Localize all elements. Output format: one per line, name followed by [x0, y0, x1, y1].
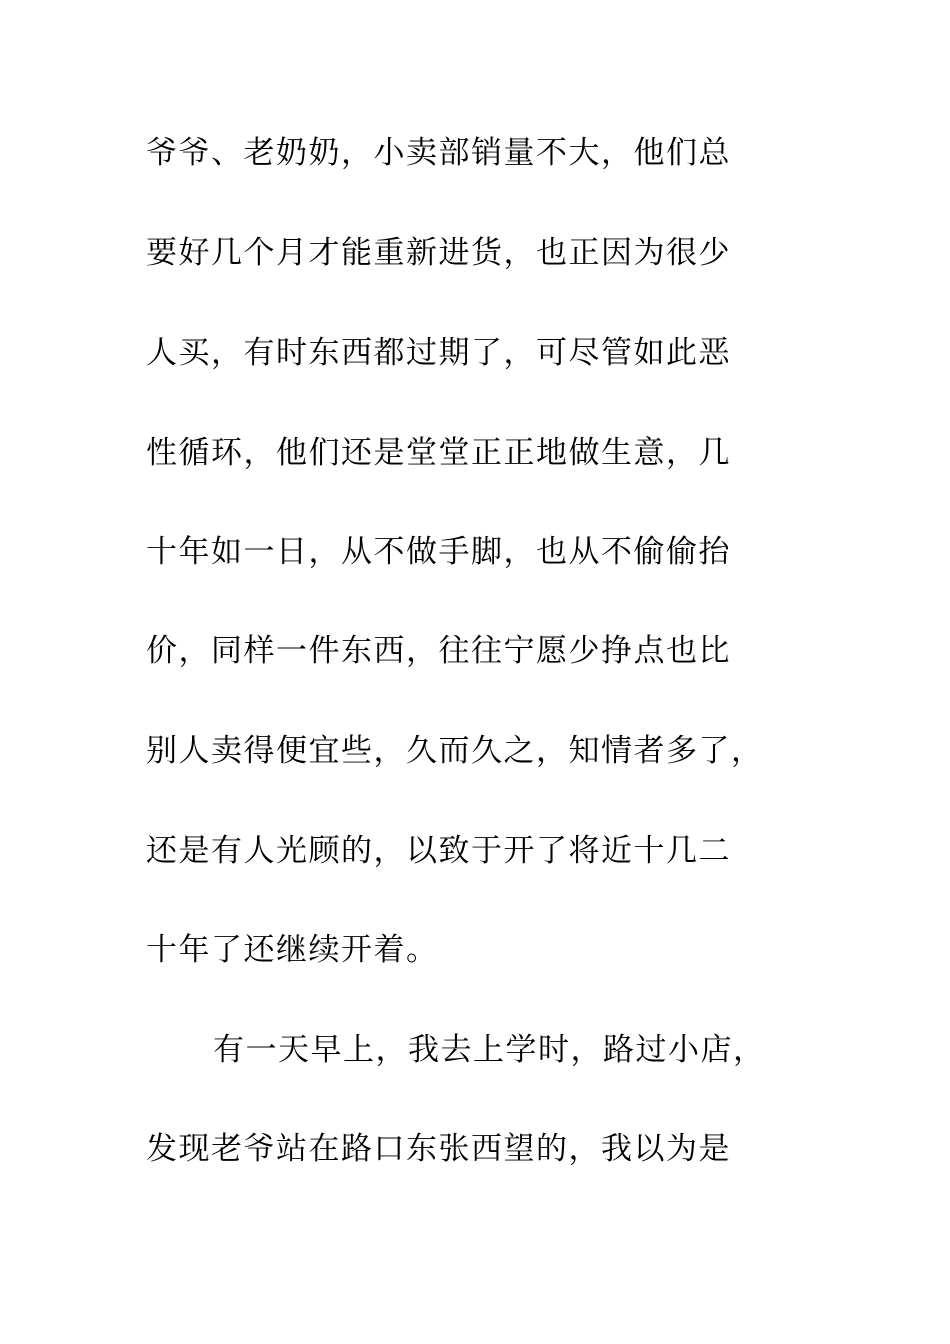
text-line: 爷爷、老奶奶，小卖部销量不大，他们总 [146, 135, 731, 171]
paragraph-first-line: 有一天早上，我去上学时，路过小店， [213, 1032, 766, 1068]
text-line: 十年如一日，从不做手脚，也从不偷偷抬 [146, 534, 731, 570]
text-line: 性循环，他们还是堂堂正正地做生意，几 [146, 435, 731, 471]
text-line: 十年了还继续开着。 [146, 932, 439, 968]
text-line: 还是有人光顾的，以致于开了将近十几二 [146, 833, 731, 869]
text-line: 人买，有时东西都过期了，可尽管如此恶 [146, 335, 731, 371]
text-line: 要好几个月才能重新进货，也正因为很少 [146, 235, 731, 271]
text-line: 别人卖得便宜些，久而久之，知情者多了， [146, 733, 764, 769]
text-line: 价，同样一件东西，往往宁愿少挣点也比 [146, 633, 731, 669]
text-line: 发现老爷站在路口东张西望的，我以为是 [146, 1131, 731, 1167]
